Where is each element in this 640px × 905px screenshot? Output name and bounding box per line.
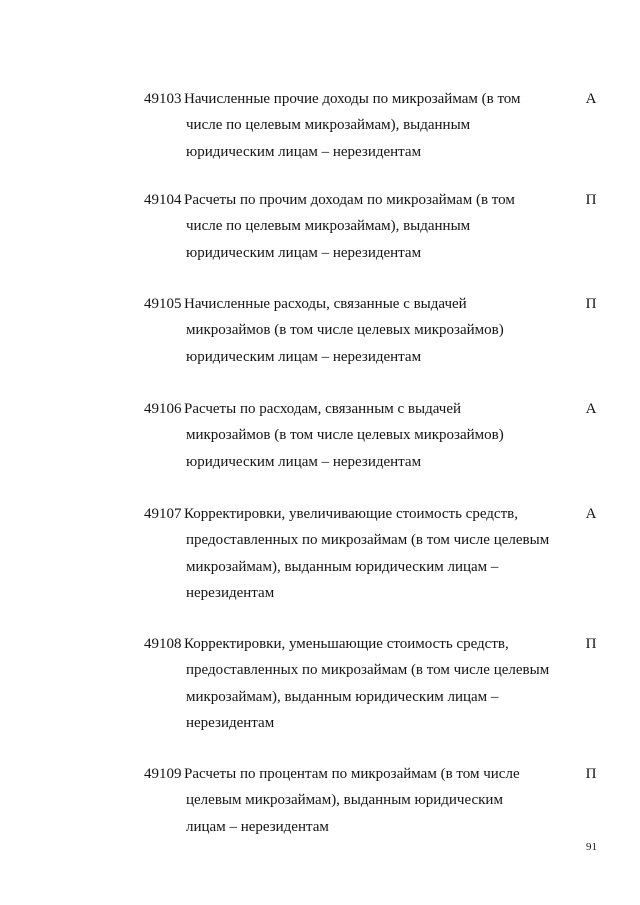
account-type: А xyxy=(585,91,597,107)
account-type: П xyxy=(585,766,597,782)
description-line: микрозаймов (в том числе целевых микрозаймов) xyxy=(186,322,504,339)
account-code: 49104 xyxy=(144,192,182,208)
account-type: А xyxy=(585,506,597,522)
page-number: 91 xyxy=(586,841,597,853)
description-line: лицам – нерезидентам xyxy=(186,818,329,835)
account-description xyxy=(186,501,566,607)
description-line: Начисленные прочие доходы по микрозаймам (в том xyxy=(184,91,521,107)
account-type: П xyxy=(585,192,597,208)
account-code: 49109 xyxy=(144,766,182,782)
description-line: юридическим лицам – нерезидентам xyxy=(186,453,422,470)
account-type: П xyxy=(585,296,597,312)
account-description xyxy=(186,761,566,840)
description-line: Корректировки, увеличивающие стоимость средств, xyxy=(184,506,518,522)
description-line: числе по целевым микрозаймам), выданным xyxy=(186,117,471,134)
description-line: юридическим лицам – нерезидентам xyxy=(186,348,422,365)
account-code: 49103 xyxy=(144,91,182,107)
description-line: Расчеты по расходам, связанным с выдачей xyxy=(184,401,462,417)
account-description xyxy=(186,631,566,737)
description-line: предоставленных по микрозаймам (в том числе целевым xyxy=(186,532,550,549)
account-description xyxy=(186,396,566,475)
description-line: Начисленные расходы, связанные с выдачей xyxy=(184,296,467,312)
description-line: Корректировки, уменьшающие стоимость средств, xyxy=(184,636,509,652)
description-line: юридическим лицам – нерезидентам xyxy=(186,244,422,261)
description-line: микрозаймам), выданным юридическим лицам – xyxy=(186,558,499,575)
description-line: целевым микрозаймам), выданным юридическим xyxy=(186,792,503,809)
account-description xyxy=(186,187,566,266)
description-line: нерезидентам xyxy=(186,585,275,602)
account-code: 49107 xyxy=(144,506,182,522)
description-line: микрозаймам), выданным юридическим лицам – xyxy=(186,688,499,705)
description-line: Расчеты по прочим доходам по микрозаймам (в том xyxy=(184,192,515,208)
description-line: Расчеты по процентам по микрозаймам (в том числе xyxy=(184,766,520,782)
account-description xyxy=(186,291,566,370)
account-code: 49106 xyxy=(144,401,182,417)
description-line: юридическим лицам – нерезидентам xyxy=(186,143,422,160)
account-code: 49105 xyxy=(144,296,182,312)
description-line: микрозаймов (в том числе целевых микрозаймов) xyxy=(186,427,504,444)
description-line: числе по целевым микрозаймам), выданным xyxy=(186,218,471,235)
account-description xyxy=(186,86,566,165)
account-type: А xyxy=(585,401,597,417)
account-type: П xyxy=(585,636,597,652)
description-line: предоставленных по микрозаймам (в том числе целевым xyxy=(186,662,550,679)
account-code: 49108 xyxy=(144,636,182,652)
description-line: нерезидентам xyxy=(186,715,275,732)
